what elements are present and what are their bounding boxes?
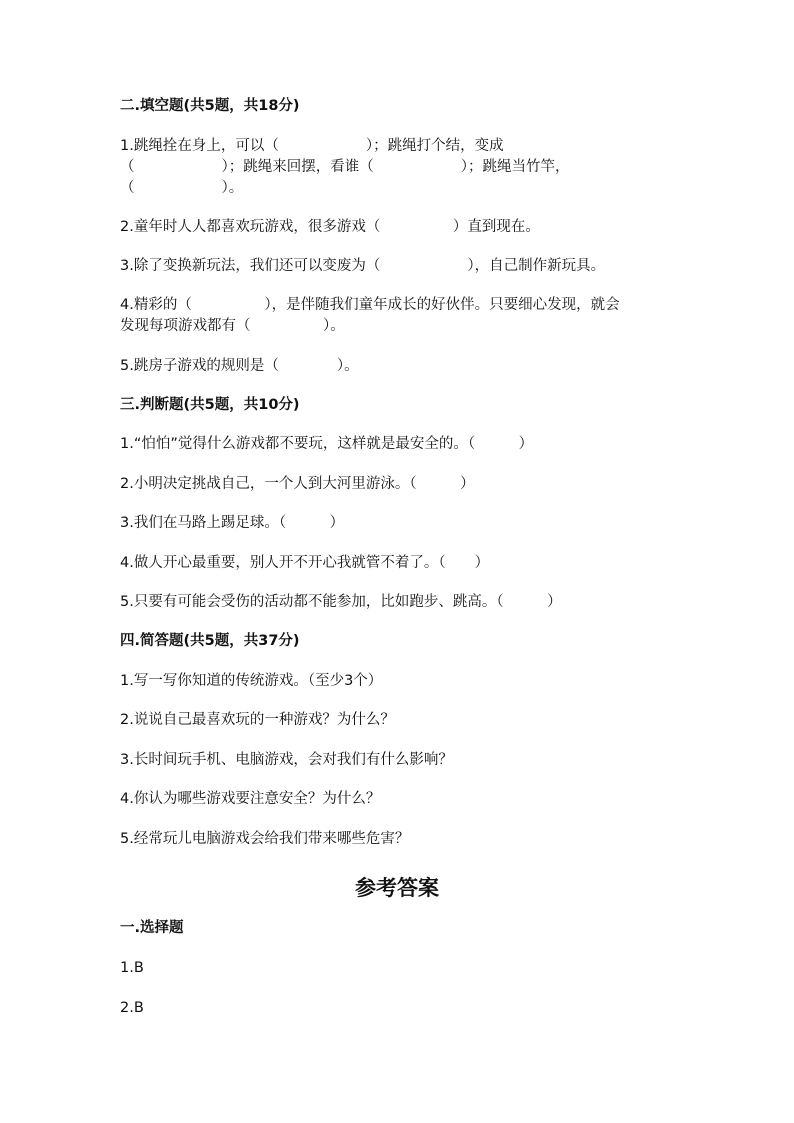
section-heading-fill-blank: 二.填空题(共5题，共18分) (120, 98, 300, 114)
answers-title: 参考答案 (355, 875, 439, 900)
question-line: 3.长时间玩手机、电脑游戏，会对我们有什么影响？ (120, 752, 453, 768)
question-line: 4.精彩的（ ），是伴随我们童年成长的好伙伴。只要细心发现，就会 (120, 297, 620, 313)
question-line: 2.说说自己最喜欢玩的一种游戏？为什么？ (120, 712, 395, 728)
question-line: 2.童年时人人都喜欢玩游戏，很多游戏（ ）直到现在。 (120, 219, 540, 235)
question-line: 2.小明决定挑战自己，一个人到大河里游泳。（ ） (120, 476, 475, 492)
answer-item: 2.B (120, 1000, 144, 1016)
question-line: 4.做人开心最重要，别人开不开心我就管不着了。（ ） (120, 555, 490, 571)
question-line: 发现每项游戏都有（ ）。 (120, 318, 345, 334)
question-line: 1.“怕怕”觉得什么游戏都不要玩，这样就是最安全的。（ ） (120, 436, 534, 452)
section-heading-true-false: 三.判断题(共5题，共10分) (120, 397, 300, 413)
question-line: 3.除了变换新玩法，我们还可以变废为（ ），自己制作新玩具。 (120, 258, 606, 274)
question-line: 1.跳绳拴在身上，可以（ ）；跳绳打个结，变成 (120, 138, 504, 154)
question-line: （ ）；跳绳来回摆，看谁（ ）；跳绳当竹竿， (120, 159, 570, 175)
question-line: 4.你认为哪些游戏要注意安全？为什么？ (120, 791, 381, 807)
question-line: 1.写一写你知道的传统游戏。（至少3个） (120, 673, 383, 689)
answers-heading: 一.选择题 (120, 920, 184, 936)
question-line: 5.只要有可能会受伤的活动都不能参加，比如跑步、跳高。（ ） (120, 594, 562, 610)
section-heading-short-answer: 四.简答题(共5题，共37分) (120, 633, 300, 649)
question-line: 3.我们在马路上踢足球。（ ） (120, 515, 345, 531)
question-line: （ ）。 (120, 180, 244, 196)
answer-item: 1.B (120, 960, 144, 976)
question-line: 5.经常玩儿电脑游戏会给我们带来哪些危害？ (120, 831, 410, 847)
question-line: 5.跳房子游戏的规则是（ ）。 (120, 358, 359, 374)
